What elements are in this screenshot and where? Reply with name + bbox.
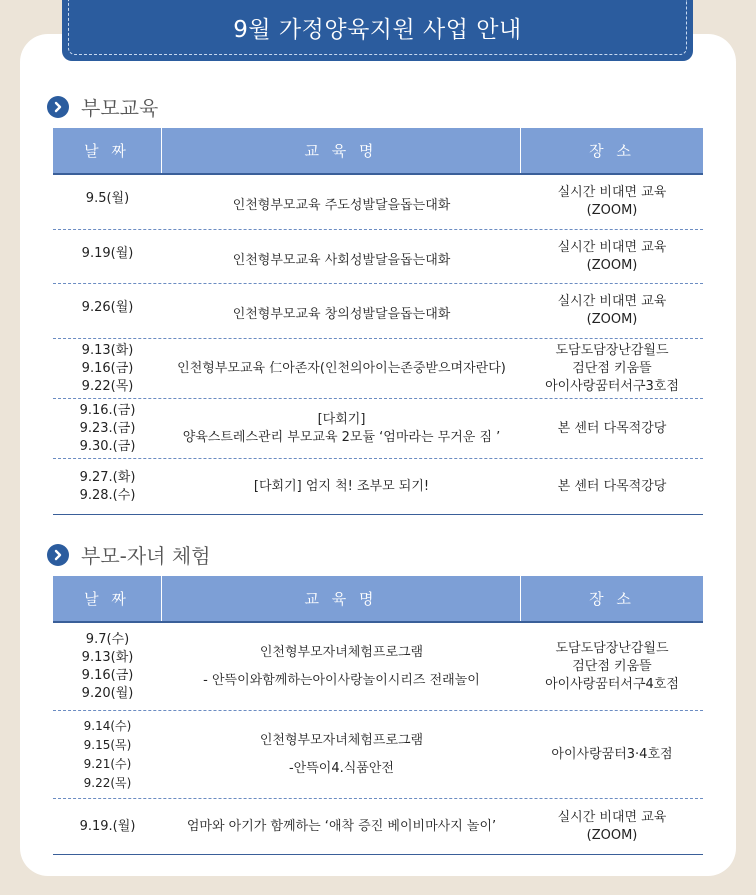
chevron-right-icon	[47, 96, 69, 118]
table-header	[53, 576, 703, 623]
program-cell: 인천형부모교육 仁아존자(인천의아이는존중받으며자란다)	[177, 360, 506, 376]
date-cell: 9.19(월)	[81, 245, 134, 261]
header-date: 날 짜	[53, 128, 162, 173]
header-place: 장 소	[589, 142, 635, 160]
date-cell: 9.14(수) 9.15(목) 9.21(수) 9.22(목)	[83, 718, 132, 790]
table-row	[53, 711, 703, 799]
table-row	[53, 230, 703, 284]
chevron-right-icon	[47, 544, 69, 566]
place-cell: 도담도담장난감월드 검단점 키움뜰 아이사랑꿈터서구4호점	[545, 640, 679, 692]
date-cell: 9.26(월)	[81, 300, 134, 315]
program-cell: 엄마와 아기가 함께하는 ‘애착 증진 베이비마사지 놀이’	[186, 818, 497, 834]
table-row	[53, 799, 703, 855]
section-heading-parent-child	[47, 540, 211, 569]
place-cell: 본 센터 다목적강당	[557, 420, 667, 436]
place-cell: 실시간 비대면 교육 (ZOOM)	[557, 294, 667, 327]
date-cell: 9.16.(금) 9.23.(금) 9.30.(금)	[79, 402, 136, 454]
program-cell: [다회기] 양육스트레스관리 부모교육 2모듈 ‘엄마라는 무거운 짐 ’	[182, 411, 501, 445]
place-cell: 아이사랑꿈터3·4호점	[551, 746, 673, 762]
place-cell: 본 센터 다목적강당	[557, 478, 667, 494]
table-header	[53, 128, 703, 175]
table-row	[53, 399, 703, 459]
table-row	[53, 284, 703, 339]
header-date: 날 짜	[53, 576, 162, 621]
table-row	[53, 623, 703, 711]
parent-education-table	[53, 128, 703, 515]
program-cell: 인천형부모자녀체험프로그램 -안뜩이4.식품안전	[259, 732, 424, 776]
section-title: 부모교육	[81, 96, 159, 120]
program-cell: [다회기] 엄지 척! 조부모 되기!	[253, 478, 430, 494]
page-title: 9월 가정양육지원 사업 안내	[233, 16, 522, 43]
header-place: 장 소	[589, 590, 635, 608]
program-cell: 인천형부모자녀체험프로그램 - 안뜩이와함께하는아이사랑놀이시리즈 전래놀이	[203, 644, 480, 688]
place-cell: 실시간 비대면 교육 (ZOOM)	[557, 809, 667, 843]
section-heading-parent-education	[47, 92, 158, 121]
parent-child-table	[53, 576, 703, 855]
table-row	[53, 339, 703, 399]
table-row	[53, 459, 703, 515]
date-cell: 9.5(월)	[85, 191, 130, 206]
place-cell: 도담도담장난감월드 검단점 키움뜰 아이사랑꿈터서구3호점	[545, 342, 679, 394]
title-banner	[62, 0, 693, 61]
header-program: 교 육 명	[162, 576, 521, 621]
place-cell: 실시간 비대면 교육 (ZOOM)	[557, 239, 667, 273]
table-row	[53, 175, 703, 230]
program-cell: 인천형부모교육 주도성발달을돕는대화	[232, 198, 451, 213]
section-title: 부모-자녀 체험	[81, 544, 211, 568]
date-cell: 9.27.(화) 9.28.(수)	[79, 469, 136, 503]
date-cell: 9.19.(월)	[79, 818, 136, 834]
program-cell: 인천형부모교육 창의성발달을돕는대화	[232, 307, 451, 322]
place-cell: 실시간 비대면 교육 (ZOOM)	[557, 185, 667, 218]
date-cell: 9.13(화) 9.16(금) 9.22(목)	[81, 342, 134, 394]
header-program: 교 육 명	[162, 128, 521, 173]
date-cell: 9.7(수) 9.13(화) 9.16(금) 9.20(월)	[81, 631, 134, 701]
program-cell: 인천형부모교육 사회성발달을돕는대화	[232, 252, 451, 268]
